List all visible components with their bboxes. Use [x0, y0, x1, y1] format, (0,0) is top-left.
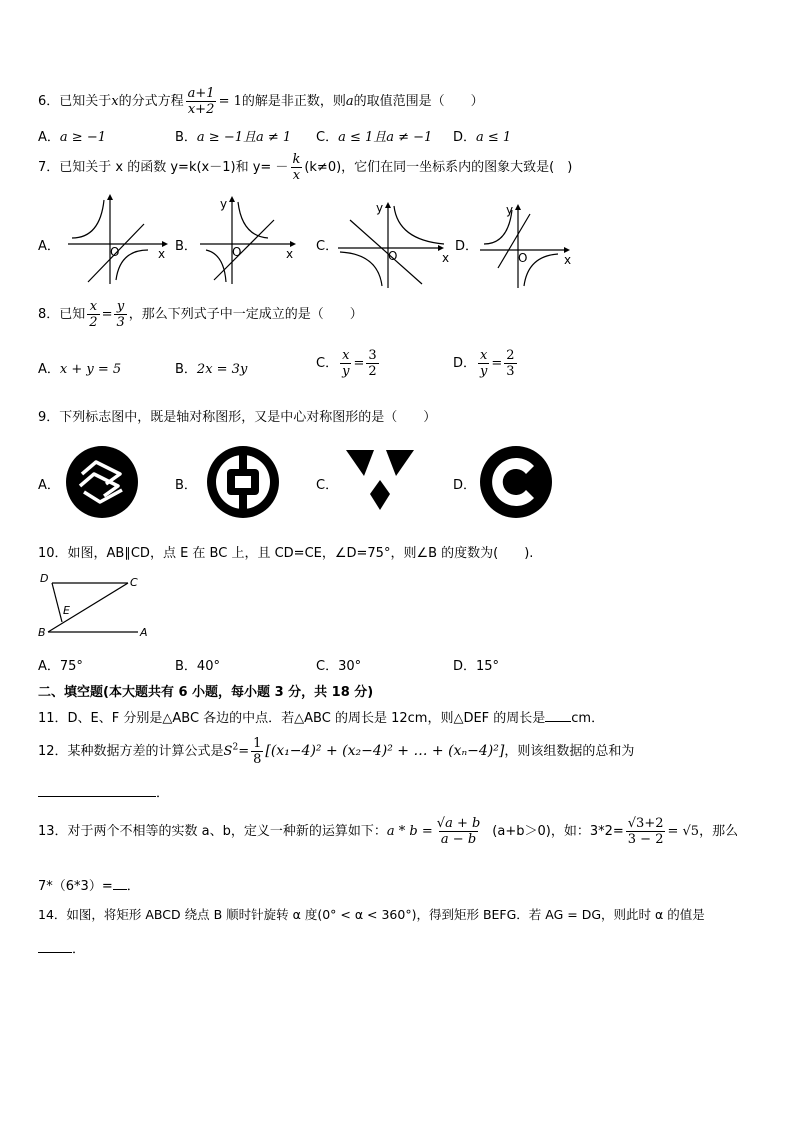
point-e-label: E	[63, 604, 70, 617]
question-8-option-d: D． $\frac{x}{y}$ = $\frac{2}{3}$	[453, 348, 515, 379]
fraction: $\frac{a+1}{x+2}$	[187, 86, 215, 117]
section-2-title: 二、填空题(本大题共有 6 小题，每小题 3 分，共 18 分)	[38, 685, 374, 700]
question-9-stem: 9．下列标志图中，既是轴对称图形，又是中心对称图形的是（ ）	[38, 410, 437, 425]
question-9-option-c-label: C．	[316, 478, 339, 493]
question-7-option-c-label: C．	[316, 239, 339, 254]
question-6-option-d: D．a ≤ 1	[453, 130, 512, 145]
y-axis-label: y	[220, 197, 228, 211]
question-6-stem: 6．已知关于x的分式方程 $\frac{a+1}{x+2}$ = 1的解是非正数，则a的取值范围是（ ）	[38, 86, 484, 117]
origin-label: O	[388, 249, 398, 263]
x-axis-label: x	[158, 247, 166, 261]
question-12-stem: 12．某种数据方差的计算公式是$S^2=$ $\frac{1}{8}$ [(x₁−4)² + (x₂−4)² + … + (xₙ−4)²]，则该组数据的总和为	[38, 736, 635, 767]
question-7-option-d-label: D．	[455, 239, 479, 254]
fraction: $\frac{2}{3}$	[506, 348, 515, 379]
point-a-label: A	[140, 626, 148, 639]
question-8-stem: 8．已知 $\frac{x}{2}$ = $\frac{y}{3}$ ，那么下列式子中一定成立的是（ ）	[38, 299, 363, 330]
fraction: $\frac{√a + b}{a - b}$	[436, 816, 481, 847]
question-7-graph-a	[62, 192, 174, 286]
question-13-line2: 7*（6*3）= ．	[38, 879, 140, 894]
answer-blank[interactable]	[38, 940, 72, 953]
question-8-option-c: C． $\frac{x}{y}$ = $\frac{3}{2}$	[316, 348, 377, 379]
question-7-option-a-label: A．	[38, 239, 60, 254]
fraction: $\frac{3}{2}$	[368, 348, 377, 379]
question-14-answer-line: ．	[38, 938, 85, 957]
question-11-stem: 11．D、E、F 分别是△ABC 各边的中点．若△ABC 的周长是 12cm，则△DEF 的周长是 cm．	[38, 711, 605, 726]
question-12-answer-line: ．	[38, 782, 169, 801]
question-10-option-b: B．40°	[175, 659, 220, 674]
question-9-option-d-label: D．	[453, 478, 477, 493]
fraction: $\frac{x}{2}$	[89, 299, 98, 330]
question-14-stem: 14．如图，将矩形 ABCD 绕点 B 顺时针旋转 α 度(0° < α < 360°)，得到矩形 BEFG．若 AG = DG，则此时 α 的值是	[38, 907, 705, 922]
origin-label: O	[110, 245, 120, 259]
point-d-label: D	[40, 572, 49, 585]
question-7-graph-c	[336, 196, 456, 288]
question-8-option-a: A．x + y = 5	[38, 362, 122, 377]
triangle-emblem-logo-icon	[344, 446, 416, 514]
fraction: $\frac{k}{x}$	[292, 152, 301, 183]
bank-of-china-logo-icon	[205, 444, 281, 520]
question-10-option-c: C．30°	[316, 659, 362, 674]
question-10-figure	[36, 570, 152, 642]
construction-bank-logo-icon	[478, 444, 554, 520]
fraction: $\frac{1}{8}$	[253, 736, 262, 767]
question-6-option-c: C．a ≤ 1且a ≠ −1	[316, 130, 433, 145]
question-7-graph-d	[478, 198, 582, 290]
question-7-option-b-label: B．	[175, 239, 197, 254]
question-9-option-a-label: A．	[38, 478, 60, 493]
fraction: $\frac{x}{y}$	[342, 348, 350, 379]
fraction: $\frac{y}{3}$	[116, 299, 125, 330]
y-axis-label: y	[506, 203, 514, 217]
question-6-option-a: A．a ≥ −1	[38, 130, 106, 145]
fraction: $\frac{x}{y}$	[480, 348, 488, 379]
origin-label: O	[232, 245, 242, 259]
answer-blank[interactable]	[545, 709, 571, 722]
question-10-option-a: A．75°	[38, 659, 83, 674]
question-10-stem: 10．如图，AB∥CD，点 E 在 BC 上，且 CD=CE，∠D=75°，则∠B 的度数为( ).	[38, 546, 534, 561]
question-9-option-b-label: B．	[175, 478, 197, 493]
question-6-option-b: B．a ≥ −1且a ≠ 1	[175, 130, 292, 145]
answer-blank[interactable]	[113, 877, 127, 890]
question-13-stem: 13．对于两个不相等的实数 a、b，定义一种新的运算如下：a * b = $\frac{√a + b}{a - b}$ (a+b＞0)，如：3*2= $\frac{√3+2}{3 - 2}$ = √5，那么	[38, 816, 739, 847]
x-axis-label: x	[286, 247, 294, 261]
answer-blank[interactable]	[38, 784, 156, 797]
fraction: $\frac{√3+2}{3 - 2}$	[627, 816, 664, 847]
x-axis-label: x	[442, 251, 450, 265]
question-7-graph-b	[196, 192, 308, 286]
question-8-option-b: B．2x = 3y	[175, 362, 248, 377]
question-7-stem: 7．已知关于 x 的函数 y=k(x－1)和 y= － $\frac{k}{x}$ (k≠0)，它们在同一坐标系内的图象大致是( )	[38, 152, 573, 183]
point-c-label: C	[130, 576, 138, 589]
y-axis-label: y	[376, 201, 384, 215]
china-mobile-logo-icon	[64, 444, 140, 520]
origin-label: O	[518, 251, 528, 265]
x-axis-label: x	[564, 253, 572, 267]
question-10-option-d: D．15°	[453, 659, 500, 674]
point-b-label: B	[38, 626, 46, 639]
